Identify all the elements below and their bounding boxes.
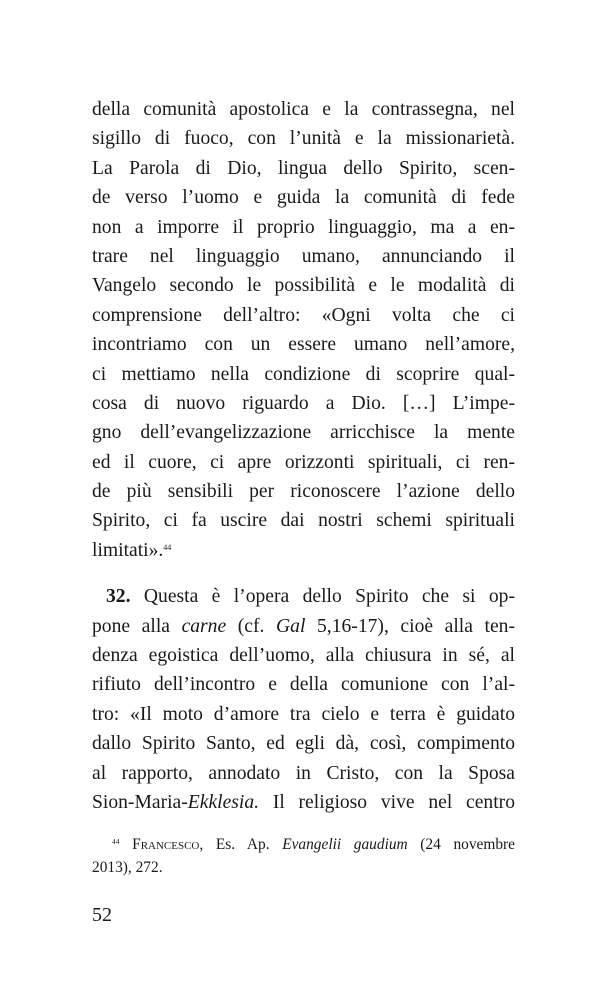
text-segment: 5,16-17), cioè alla ten- [305, 615, 515, 637]
text-line: cosa di nuovo riguardo a Dio. […] L’impe- [92, 392, 515, 414]
text-line: La Parola di Dio, lingua dello Spirito, scen- [92, 157, 515, 179]
text-line: rifiuto dell’incontro e della comunione con l’al- [92, 674, 515, 696]
footnote-marker: 44 [112, 837, 120, 846]
text-segment: Questa è l’opera dello Spirito che si op- [143, 586, 515, 608]
text-line: ci mettiamo nella condizione di scoprire qual- [92, 363, 515, 385]
footnote [92, 833, 515, 879]
text-segment: pone alla [92, 615, 182, 637]
text-line: comprensione dell’altro: «Ogni volta che ci [92, 304, 515, 326]
text-line: trare nel linguaggio umano, annunciando il [92, 245, 515, 267]
text-line: sigillo di fuoco, con l’unità e la missionarietà. [92, 128, 515, 150]
text-line [92, 536, 515, 565]
text-line: de più sensibili per riconoscere l’azione dello [92, 481, 515, 503]
text-line [92, 612, 515, 641]
footnote-reference[interactable]: 44 [163, 542, 172, 552]
text-line: gno dell’evangelizzazione arricchisce la mente [92, 422, 515, 444]
text-segment: Sion-Maria- [92, 791, 188, 813]
footnote-author: Francesco [132, 836, 200, 853]
footnote-title: Evangelii gaudium [282, 836, 408, 853]
footnote-line: 2013), 272. [92, 859, 163, 876]
text-segment: limitati». [92, 539, 164, 561]
paragraph-32 [92, 582, 515, 817]
text-line: della comunità apostolica e la contrassegna, nel [92, 99, 515, 120]
text-line: Spirito, ci fa uscire dai nostri schemi spirituali [92, 510, 515, 532]
text-segment: Il religioso vive nel centro [259, 791, 515, 813]
text-segment: (cf. [226, 615, 277, 637]
text-line: al rapporto, annodato in Cristo, con la Sposa [92, 762, 515, 784]
text-line: de verso l’uomo e guida la comunità di fede [92, 187, 515, 209]
text-line: Vangelo secondo le possibilità e le modalità di [92, 275, 515, 297]
text-line [92, 788, 515, 817]
italic-term: carne [181, 615, 227, 637]
text-line: tro: «Il moto d’amore tra cielo e terra è guidato [92, 703, 515, 725]
text-line: non a imporre il proprio linguaggio, ma a en- [92, 216, 515, 238]
page-number: 52 [92, 904, 112, 926]
page-body [92, 95, 515, 817]
text-line [92, 582, 515, 611]
footnote-line [92, 833, 515, 856]
italic-term: Ekklesia. [187, 791, 260, 813]
footnote-text: (24 novembre [407, 836, 515, 853]
footnote-text: , Es. Ap. [199, 836, 283, 853]
text-line: denza egoistica dell’uomo, alla chiusura in sé, al [92, 645, 515, 667]
text-line: ed il cuore, ci apre orizzonti spirituali, ci ren- [92, 451, 515, 473]
text-line: incontriamo con un essere umano nell’amore, [92, 334, 515, 356]
section-number: 32. [106, 586, 131, 608]
text-line: dallo Spirito Santo, ed egli dà, così, compimento [92, 733, 515, 755]
scripture-reference: Gal [276, 615, 306, 637]
paragraph-1 [92, 95, 515, 565]
